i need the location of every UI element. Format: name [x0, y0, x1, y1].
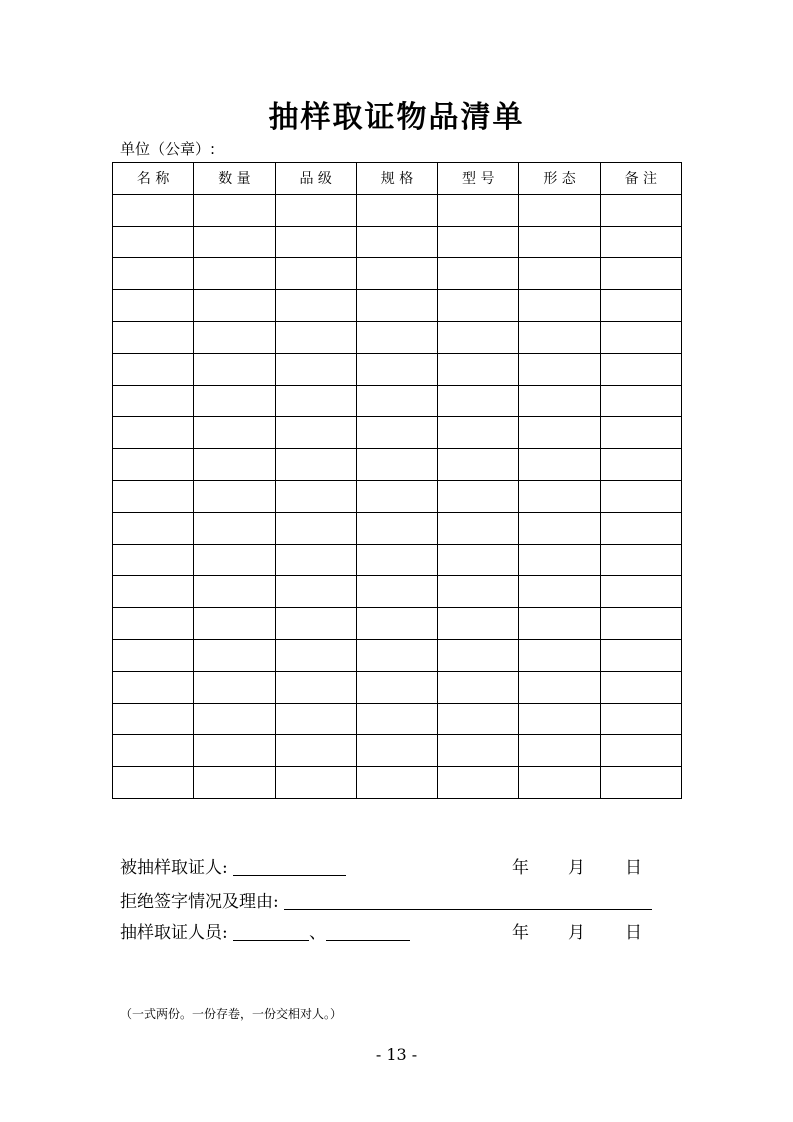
table-cell[interactable] [113, 417, 194, 449]
table-cell[interactable] [600, 576, 681, 608]
table-cell[interactable] [438, 767, 519, 799]
table-cell[interactable] [113, 290, 194, 322]
table-cell[interactable] [275, 194, 356, 226]
table-cell[interactable] [356, 480, 437, 512]
table-cell[interactable] [438, 385, 519, 417]
table-cell[interactable] [519, 608, 600, 640]
table-row [113, 385, 682, 417]
table-cell[interactable] [438, 544, 519, 576]
table-header-row [113, 163, 682, 195]
table-cell[interactable] [600, 258, 681, 290]
table-cell[interactable] [356, 385, 437, 417]
table-cell[interactable] [275, 417, 356, 449]
table-cell[interactable] [194, 226, 275, 258]
table-cell[interactable] [275, 671, 356, 703]
table-cell[interactable] [438, 735, 519, 767]
table-row [113, 449, 682, 481]
table-row [113, 608, 682, 640]
table-row [113, 258, 682, 290]
table-cell[interactable] [356, 194, 437, 226]
table-cell[interactable] [519, 544, 600, 576]
column-header-quantity: 数 量 [194, 163, 275, 195]
table-cell[interactable] [356, 703, 437, 735]
table-row [113, 671, 682, 703]
table-cell[interactable] [113, 767, 194, 799]
table-cell[interactable] [113, 544, 194, 576]
column-header-name: 名 称 [113, 163, 194, 195]
column-header-specification: 规 格 [356, 163, 437, 195]
table-cell[interactable] [600, 639, 681, 671]
table-cell[interactable] [113, 576, 194, 608]
table-row [113, 703, 682, 735]
table-cell[interactable] [519, 671, 600, 703]
refusal-line [120, 887, 652, 912]
table-row [113, 480, 682, 512]
table-cell[interactable] [275, 353, 356, 385]
table-row [113, 735, 682, 767]
table-cell[interactable] [438, 353, 519, 385]
table-cell[interactable] [600, 194, 681, 226]
table-cell[interactable] [275, 639, 356, 671]
staff-separator: 、 [309, 923, 327, 943]
table-cell[interactable] [113, 735, 194, 767]
table-cell[interactable] [519, 576, 600, 608]
refusal-reason-field[interactable] [284, 891, 652, 910]
table-cell[interactable] [194, 512, 275, 544]
column-header-remarks: 备 注 [600, 163, 681, 195]
table-cell[interactable] [194, 480, 275, 512]
sampling-staff-signature-field-2[interactable] [326, 922, 410, 941]
table-cell[interactable] [356, 576, 437, 608]
table-cell[interactable] [194, 639, 275, 671]
table-cell[interactable] [356, 321, 437, 353]
table-cell[interactable] [600, 226, 681, 258]
table-cell[interactable] [438, 671, 519, 703]
table-cell[interactable] [438, 608, 519, 640]
table-cell[interactable] [194, 608, 275, 640]
table-body [113, 194, 682, 798]
table-cell[interactable] [519, 385, 600, 417]
table-cell[interactable] [519, 417, 600, 449]
table-cell[interactable] [356, 671, 437, 703]
table-cell[interactable] [356, 608, 437, 640]
table-cell[interactable] [194, 417, 275, 449]
table-cell[interactable] [113, 226, 194, 258]
table-cell[interactable] [600, 703, 681, 735]
table-row [113, 576, 682, 608]
day-label: 日 [625, 858, 642, 878]
sampling-staff-line [120, 918, 410, 943]
page-number: - 13 - [375, 1045, 418, 1064]
table-cell[interactable] [519, 353, 600, 385]
table-cell[interactable] [438, 480, 519, 512]
table-cell[interactable] [194, 767, 275, 799]
copies-note: （一式两份。一份存卷，一份交相对人。） [120, 1007, 343, 1021]
table-cell[interactable] [113, 639, 194, 671]
column-header-grade: 品 级 [275, 163, 356, 195]
table-cell[interactable] [113, 671, 194, 703]
table-row [113, 767, 682, 799]
table-cell[interactable] [356, 767, 437, 799]
refusal-label: 拒绝签字情况及理由: [120, 892, 279, 912]
table-cell[interactable] [600, 385, 681, 417]
table-row [113, 321, 682, 353]
sampling-staff-signature-field-1[interactable] [233, 922, 309, 941]
table-row [113, 417, 682, 449]
table-cell[interactable] [275, 480, 356, 512]
year-label: 年 [512, 923, 529, 943]
table-cell[interactable] [275, 767, 356, 799]
unit-seal-label: 单位（公章）: [120, 140, 216, 158]
table-row [113, 290, 682, 322]
table-cell[interactable] [194, 449, 275, 481]
table-cell[interactable] [519, 258, 600, 290]
table-cell[interactable] [275, 576, 356, 608]
table-cell[interactable] [275, 258, 356, 290]
table-cell[interactable] [519, 194, 600, 226]
table-cell[interactable] [194, 258, 275, 290]
table-cell[interactable] [113, 480, 194, 512]
table-cell[interactable] [194, 576, 275, 608]
table-cell[interactable] [275, 226, 356, 258]
table-cell[interactable] [356, 258, 437, 290]
table-cell[interactable] [113, 258, 194, 290]
table-cell[interactable] [113, 703, 194, 735]
table-row [113, 512, 682, 544]
table-cell[interactable] [113, 608, 194, 640]
table-cell[interactable] [600, 735, 681, 767]
table-cell[interactable] [194, 321, 275, 353]
table-row [113, 544, 682, 576]
table-cell[interactable] [438, 512, 519, 544]
table-cell[interactable] [600, 767, 681, 799]
table-cell[interactable] [519, 703, 600, 735]
table-cell[interactable] [194, 194, 275, 226]
table-row [113, 639, 682, 671]
month-label: 月 [568, 923, 585, 943]
table-row [113, 226, 682, 258]
table-cell[interactable] [194, 703, 275, 735]
table-cell[interactable] [438, 417, 519, 449]
table-cell[interactable] [113, 194, 194, 226]
table-cell[interactable] [438, 576, 519, 608]
table-cell[interactable] [600, 671, 681, 703]
table-cell[interactable] [113, 449, 194, 481]
table-cell[interactable] [194, 544, 275, 576]
table-cell[interactable] [275, 512, 356, 544]
table-cell[interactable] [113, 385, 194, 417]
table-cell[interactable] [438, 290, 519, 322]
table-cell[interactable] [519, 767, 600, 799]
sampled-person-label: 被抽样取证人: [120, 858, 228, 878]
document-title: 抽样取证物品清单 [268, 100, 525, 135]
table-cell[interactable] [438, 226, 519, 258]
table-cell[interactable] [356, 417, 437, 449]
table-cell[interactable] [438, 194, 519, 226]
table-cell[interactable] [275, 703, 356, 735]
column-header-form: 形 态 [519, 163, 600, 195]
table-cell[interactable] [600, 417, 681, 449]
table-cell[interactable] [356, 512, 437, 544]
table-cell[interactable] [356, 226, 437, 258]
table-cell[interactable] [113, 321, 194, 353]
table-cell[interactable] [519, 226, 600, 258]
table-cell[interactable] [519, 480, 600, 512]
table-cell[interactable] [600, 353, 681, 385]
items-table [112, 162, 682, 799]
year-label: 年 [512, 858, 529, 878]
table-cell[interactable] [275, 544, 356, 576]
table-cell[interactable] [194, 385, 275, 417]
table-cell[interactable] [600, 290, 681, 322]
sampling-staff-label: 抽样取证人员: [120, 923, 228, 943]
table-cell[interactable] [194, 735, 275, 767]
table-cell[interactable] [519, 512, 600, 544]
table-cell[interactable] [600, 512, 681, 544]
table-cell[interactable] [194, 353, 275, 385]
table-cell[interactable] [356, 449, 437, 481]
table-cell[interactable] [519, 639, 600, 671]
table-cell[interactable] [356, 353, 437, 385]
table-cell[interactable] [275, 608, 356, 640]
table-cell[interactable] [356, 290, 437, 322]
table-cell[interactable] [275, 449, 356, 481]
sampled-person-line [120, 853, 346, 878]
sampled-person-signature-field[interactable] [233, 857, 346, 876]
table-cell[interactable] [600, 608, 681, 640]
table-cell[interactable] [600, 449, 681, 481]
table-cell[interactable] [275, 735, 356, 767]
table-cell[interactable] [275, 321, 356, 353]
table-row [113, 194, 682, 226]
table-cell[interactable] [438, 449, 519, 481]
table-cell[interactable] [519, 321, 600, 353]
table-cell[interactable] [519, 449, 600, 481]
column-header-model: 型 号 [438, 163, 519, 195]
table-cell[interactable] [194, 671, 275, 703]
table-cell[interactable] [113, 512, 194, 544]
table-cell[interactable] [600, 321, 681, 353]
table-cell[interactable] [356, 735, 437, 767]
table-cell[interactable] [194, 290, 275, 322]
table-cell[interactable] [438, 639, 519, 671]
table-row [113, 353, 682, 385]
table-cell[interactable] [519, 735, 600, 767]
table-cell[interactable] [600, 480, 681, 512]
table-cell[interactable] [356, 639, 437, 671]
table-cell[interactable] [275, 385, 356, 417]
table-cell[interactable] [356, 544, 437, 576]
table-cell[interactable] [519, 290, 600, 322]
table-cell[interactable] [275, 290, 356, 322]
table-cell[interactable] [600, 544, 681, 576]
day-label: 日 [625, 923, 642, 943]
month-label: 月 [568, 858, 585, 878]
table-cell[interactable] [438, 703, 519, 735]
table-cell[interactable] [113, 353, 194, 385]
table-cell[interactable] [438, 321, 519, 353]
table-cell[interactable] [438, 258, 519, 290]
